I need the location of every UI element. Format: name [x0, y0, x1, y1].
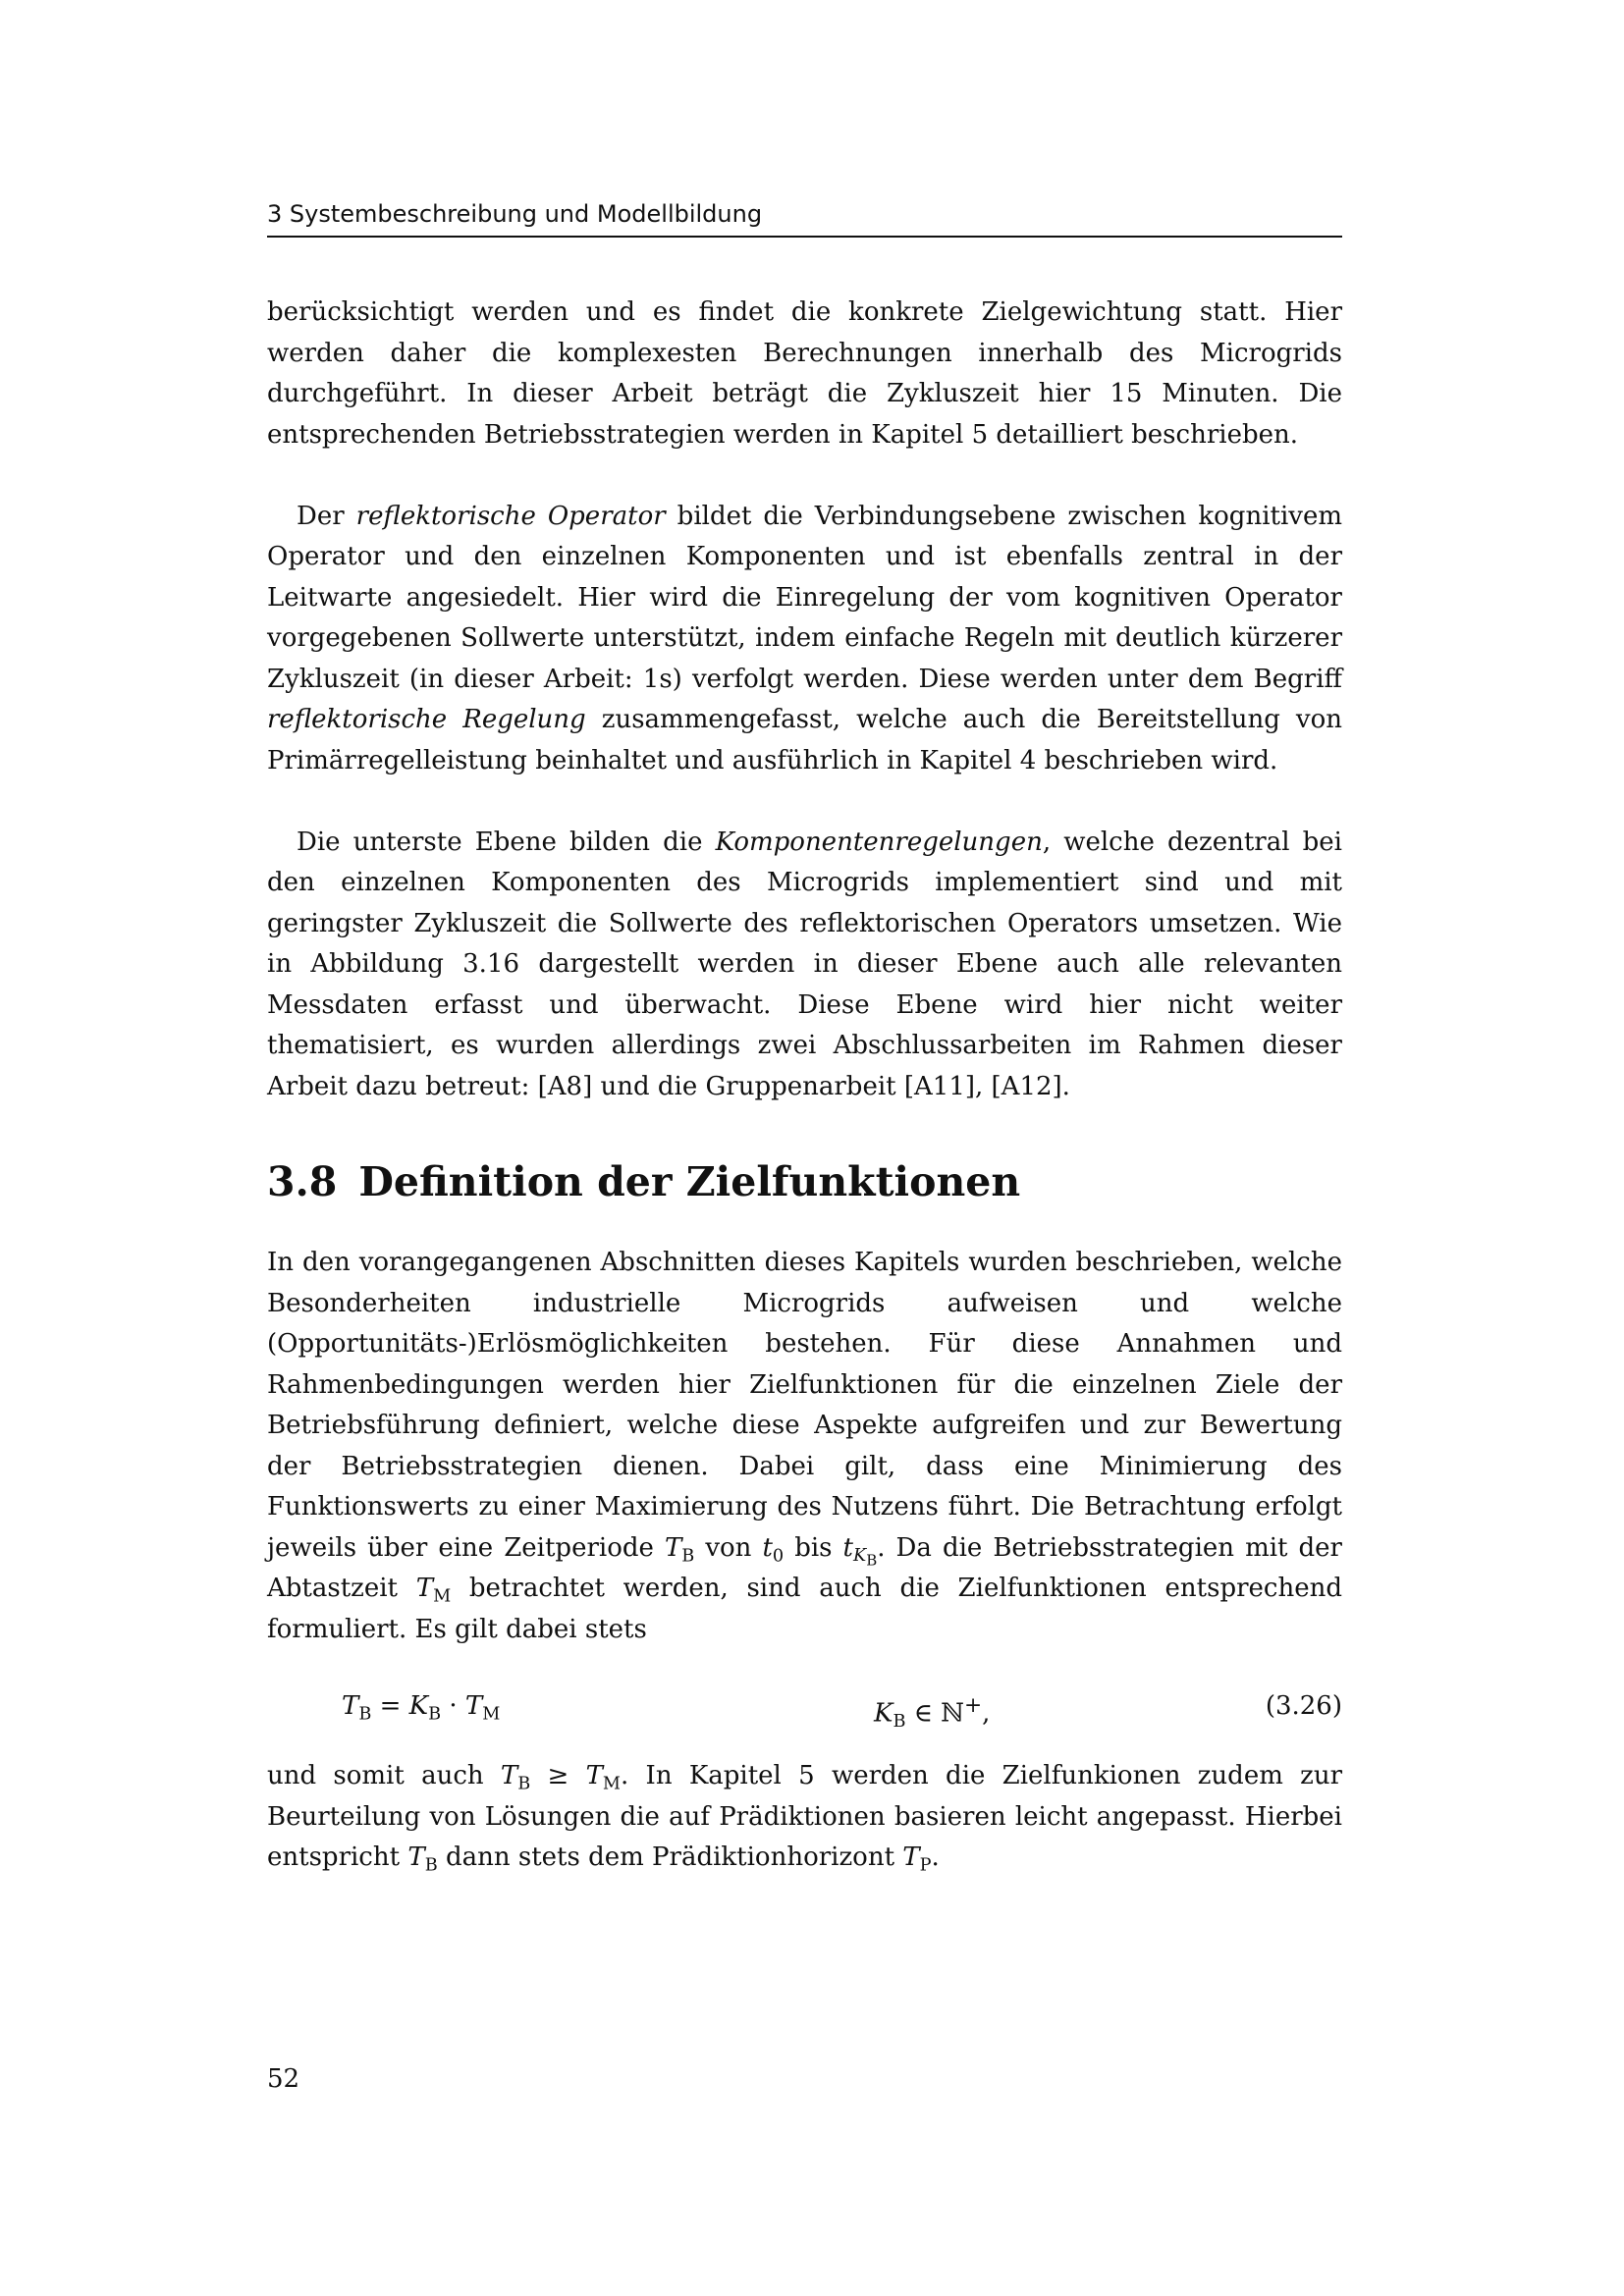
- s2-text-a: und somit auch: [267, 1761, 501, 1790]
- section-heading: [267, 1154, 1342, 1209]
- equation-left: $T_B = K_B \cdot T_M$: [342, 1691, 501, 1725]
- page-number: 52: [267, 2064, 300, 2094]
- body-text: [267, 293, 1342, 1107]
- p3-text-a: Die unterste Ebene bilden die: [297, 827, 716, 857]
- symbol-t-0: $t_0$: [762, 1532, 785, 1566]
- term-reflektorischer-operator: reflektorische Operator: [355, 501, 666, 531]
- symbol-TB-geq-TM: $T_B \ge T_M$: [500, 1761, 622, 1794]
- page-content: [267, 196, 1342, 1879]
- paragraph-2: [267, 497, 1342, 782]
- s1-text-b: von: [694, 1532, 763, 1563]
- equation-condition: $K_B$ ∈ ℕ+,: [874, 1693, 991, 1732]
- s1-text-e: betrachtet werden, sind auch die Zielfunktionen entsprechend formuliert. Es gilt dabei stets: [267, 1574, 1342, 1644]
- symbol-T-P: $T_P$: [902, 1842, 932, 1876]
- paragraph-3: [267, 823, 1342, 1108]
- term-komponentenregelungen: Komponentenregelungen: [715, 827, 1043, 857]
- p2-text-b: bildet die Verbindungsebene zwischen kognitivem Operator und den einzelnen Komponenten und ist ebenfalls zentral in der Leitwarte angesiedelt. Hier wird die Einregelung der vom kognitiven Operator vorgegebenen Sollwerte unterstützt, indem einfache Regeln mit deutlich kürzerer Zykluszeit (in dieser Arbeit: 1s) verfolgt werden. Diese werden unter dem Begriff: [267, 501, 1342, 694]
- symbol-t-KB: $t_{K_B}$: [842, 1532, 878, 1570]
- section-number: 3.8: [267, 1158, 338, 1205]
- s1-text-c: bis: [784, 1532, 843, 1563]
- equation-3-26: [267, 1672, 1342, 1740]
- s2-text-b: . In Kapitel 5 werden die Zielfunkionen zudem zur Beurteilung von Lösungen die auf Prädiktionen basieren leicht angepasst. Hierbei entspricht: [267, 1761, 1342, 1872]
- section-paragraph-1: [267, 1243, 1342, 1650]
- s1-text-d: . Da die Betriebsstrategien mit der Abtastzeit: [267, 1532, 1342, 1603]
- p2-text-c: zusammengefasst, welche auch die Bereitstellung von Primärregelleistung beinhaltet und ausführlich in Kapitel 4 beschrieben wird.: [267, 705, 1342, 775]
- paragraph-1: [267, 293, 1342, 455]
- section-paragraph-2: [267, 1756, 1342, 1879]
- p3-text-b: , welche dezentral bei den einzelnen Komponenten des Microgrids implementiert sind und mit geringster Zykluszeit die Sollwerte des reflektorischen Operators umsetzen. Wie in Abbildung 3.16 dargestellt werden in dieser Ebene auch alle relevanten Messdaten erfasst und überwacht. Diese Ebene wird hier nicht weiter thematisiert, es wurden allerdings zwei Abschlussarbeiten im Rahmen dieser Arbeit dazu betreut: [A8] und die Gruppenarbeit [A11], [A12].: [267, 827, 1342, 1101]
- term-reflektorische-regelung: reflektorische Regelung: [267, 705, 586, 734]
- symbol-T-B: $T_B$: [664, 1532, 695, 1566]
- s2-text-c: dann stets dem Prädiktionhorizont: [437, 1842, 903, 1872]
- s2-text-d: .: [931, 1842, 940, 1872]
- symbol-T-M: $T_M$: [415, 1574, 452, 1607]
- equation-number: (3.26): [1265, 1691, 1342, 1721]
- s1-text-a: In den vorangegangenen Abschnitten dieses Kapitels wurden beschrieben, welche Besonderheiten industrielle Microgrids aufweisen und welche (Opportunitäts-)Erlösmöglichkeiten bestehen. Für diese Annahmen und Rahmenbedingungen werden hier Zielfunktionen für die einzelnen Ziele der Betriebsführung definiert, welche diese Aspekte aufgreifen und zur Bewertung der Betriebsstrategien dienen. Dabei gilt, dass eine Minimierung des Funktionswerts zu einer Maximierung des Nutzens führt. Die Betrachtung erfolgt jeweils über eine Zeitperiode: [267, 1248, 1342, 1563]
- running-head: 3 Systembeschreibung und Modellbildung: [267, 196, 1342, 238]
- paragraph-1-text: berücksichtigt werden und es findet die konkrete Zielgewichtung statt. Hier werden daher die komplexesten Berechnungen innerhalb des Microgrids durchgeführt. In dieser Arbeit beträgt die Zykluszeit hier 15 Minuten. Die entsprechenden Betriebsstrategien werden in Kapitel 5 detailliert beschrieben.: [267, 297, 1342, 450]
- symbol-T-B-2: $T_B$: [407, 1842, 438, 1876]
- p2-text-a: Der: [297, 501, 356, 531]
- section-title: Definition der Zielfunktionen: [358, 1158, 1021, 1205]
